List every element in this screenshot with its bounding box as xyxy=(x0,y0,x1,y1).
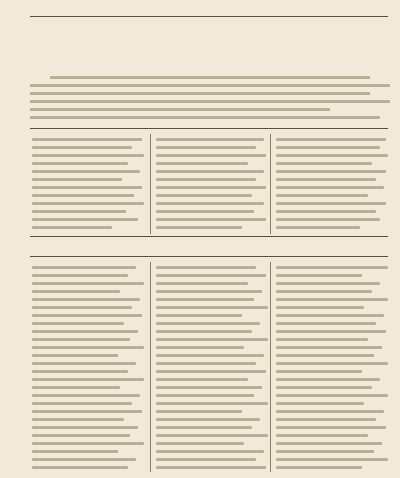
text-line-placeholder xyxy=(32,426,138,429)
text-line-placeholder xyxy=(32,378,144,381)
text-line-placeholder xyxy=(276,450,374,453)
header-rule xyxy=(30,16,388,17)
residents-columns-placeholder xyxy=(30,262,390,472)
text-line-placeholder xyxy=(156,354,264,357)
text-line-placeholder xyxy=(276,370,362,373)
text-line-placeholder xyxy=(156,450,264,453)
text-line-placeholder xyxy=(32,266,136,269)
text-line-placeholder xyxy=(32,418,124,421)
text-line-placeholder xyxy=(32,466,128,469)
text-line-placeholder xyxy=(276,402,364,405)
text-line-placeholder xyxy=(32,330,138,333)
text-line-placeholder xyxy=(276,346,382,349)
section-rule xyxy=(30,256,388,257)
text-line-placeholder xyxy=(156,314,242,317)
text-line-placeholder xyxy=(276,330,386,333)
text-line-placeholder xyxy=(32,394,140,397)
text-line-placeholder xyxy=(156,370,266,373)
text-line-placeholder xyxy=(156,386,262,389)
text-line-placeholder xyxy=(156,378,248,381)
text-line-placeholder xyxy=(276,314,384,317)
text-line-placeholder xyxy=(32,386,120,389)
text-line-placeholder xyxy=(32,314,142,317)
text-line-placeholder xyxy=(156,282,248,285)
text-line-placeholder xyxy=(276,394,388,397)
text-line-placeholder xyxy=(156,410,242,413)
text-line-placeholder xyxy=(156,402,268,405)
text-line-placeholder xyxy=(32,322,124,325)
intro-rule xyxy=(30,128,388,129)
text-line-placeholder xyxy=(156,394,254,397)
text-line-placeholder xyxy=(156,426,252,429)
text-line-placeholder xyxy=(156,346,244,349)
text-line-placeholder xyxy=(32,338,130,341)
text-line-placeholder xyxy=(156,442,244,445)
text-line-placeholder xyxy=(156,298,254,301)
text-line-placeholder xyxy=(32,354,118,357)
text-line-placeholder xyxy=(156,306,268,309)
text-line-placeholder xyxy=(156,362,256,365)
text-line-placeholder xyxy=(32,306,132,309)
text-line-placeholder xyxy=(32,346,144,349)
text-line-placeholder xyxy=(276,410,384,413)
text-line-placeholder xyxy=(32,362,136,365)
text-line-placeholder xyxy=(276,298,388,301)
text-line-placeholder xyxy=(32,298,140,301)
text-line-placeholder xyxy=(32,458,136,461)
text-line-placeholder xyxy=(156,418,260,421)
text-line-placeholder xyxy=(276,442,382,445)
text-line-placeholder xyxy=(276,354,374,357)
text-line-placeholder xyxy=(276,378,380,381)
text-line-placeholder xyxy=(32,370,128,373)
text-line-placeholder xyxy=(32,410,142,413)
text-line-placeholder xyxy=(276,418,376,421)
text-line-placeholder xyxy=(156,434,268,437)
text-line-placeholder xyxy=(156,458,256,461)
text-line-placeholder xyxy=(276,338,368,341)
text-line-placeholder xyxy=(156,290,262,293)
text-line-placeholder xyxy=(276,386,372,389)
text-line-placeholder xyxy=(276,306,364,309)
text-line-placeholder xyxy=(276,322,376,325)
text-line-placeholder xyxy=(156,266,256,269)
text-line-placeholder xyxy=(156,330,252,333)
text-line-placeholder xyxy=(32,282,144,285)
text-line-placeholder xyxy=(156,274,266,277)
text-line-placeholder xyxy=(276,362,388,365)
text-line-placeholder xyxy=(32,434,130,437)
text-line-placeholder xyxy=(156,466,266,469)
directory-rule xyxy=(30,236,388,237)
text-line-placeholder xyxy=(32,274,128,277)
intro-text-placeholder xyxy=(30,72,390,124)
text-line-placeholder xyxy=(276,290,372,293)
text-line-placeholder xyxy=(276,282,380,285)
text-line-placeholder xyxy=(156,338,268,341)
text-line-placeholder xyxy=(276,266,388,269)
text-line-placeholder xyxy=(32,450,118,453)
text-line-placeholder xyxy=(276,458,388,461)
text-line-placeholder xyxy=(276,434,368,437)
text-line-placeholder xyxy=(276,426,386,429)
text-line-placeholder xyxy=(276,274,362,277)
text-line-placeholder xyxy=(32,290,120,293)
text-line-placeholder xyxy=(276,466,362,469)
text-line-placeholder xyxy=(32,402,132,405)
text-line-placeholder xyxy=(32,442,144,445)
directory-columns-placeholder xyxy=(30,134,390,234)
text-line-placeholder xyxy=(156,322,260,325)
